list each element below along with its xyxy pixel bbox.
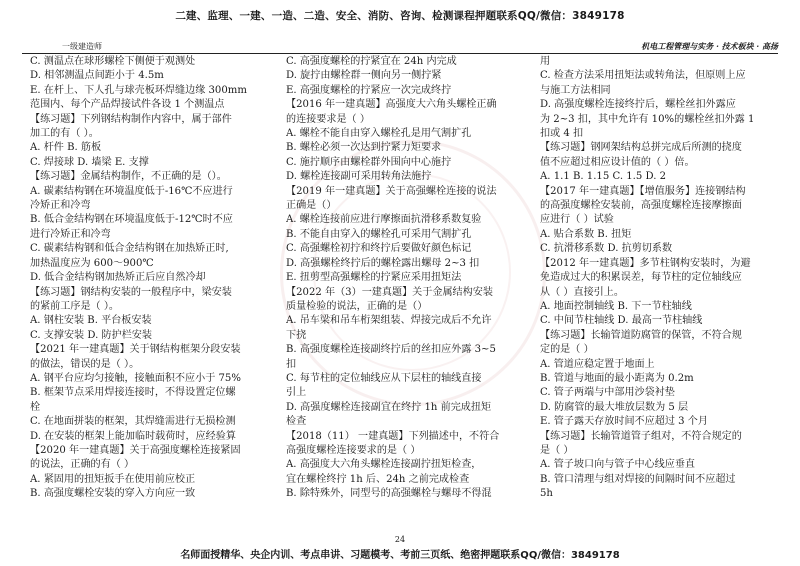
- text-line: B. 管道与地面的最小距离为 0.2m: [540, 372, 694, 384]
- text-line: A. 高强度大六角头螺栓连接副拧扭矩检查，: [286, 459, 482, 471]
- text-line: A. 贴合系数 B. 扭矩: [540, 228, 632, 240]
- running-header-right: 机电工程管理与实务 · 技术板块 · 高扬: [641, 41, 778, 51]
- text-line: 扣或 4 扣: [540, 128, 584, 140]
- text-line: 进行冷矫正和冷弯: [30, 228, 111, 240]
- text-line: 正确是（）: [286, 200, 337, 212]
- text-line: 的做法，错误的是（ ）。: [30, 358, 140, 370]
- text-line: A. 杆件 B. 筋板: [30, 142, 102, 154]
- page-number: 24: [394, 535, 406, 544]
- text-line: 【2018（11） 一建真题】下列描述中，不符合: [286, 430, 500, 442]
- text-line: 免造成过大的积累误差，每节柱的定位轴线应: [540, 272, 742, 284]
- text-line: 高强度螺栓连接要求的是（ ）: [286, 444, 421, 456]
- text-line: C. 焊接球 D. 墙梁 E. 支撑: [30, 156, 149, 168]
- text-line: 【2012 年一建真题】多节柱钢构安装时，为避: [540, 257, 751, 269]
- text-line: B. 不能自由穿入的螺栓孔可采用气割扩孔: [286, 228, 472, 240]
- text-line: 【2017 年一建真题】【增值服务】连接钢结构: [540, 185, 746, 197]
- text-column-left: [30, 55, 276, 502]
- text-line: 质量检验的说法，正确的是（）: [286, 300, 428, 312]
- text-line: A. 吊车梁和吊车桁架组装、焊接完成后不允许: [286, 315, 492, 327]
- text-line: C. 抗滑移系数 D. 抗剪切系数: [540, 243, 673, 255]
- text-line: 加工的有（ ）。: [30, 128, 99, 140]
- text-line: E. 高强度螺栓的拧紧应一次完成终拧: [286, 84, 452, 96]
- text-line: 【2016 年一建真题】高强度大六角头螺栓正确: [286, 99, 497, 111]
- text-line: 【练习题】钢网架结构总拼完成后所测的挠度: [540, 142, 742, 154]
- text-line: B. 管口清理与组对焊接的间隔时间不应超过: [540, 473, 736, 485]
- text-line: 【练习题】金属结构制作，不正确的是（）。: [30, 171, 227, 183]
- text-line: 的高强度螺栓安装前，高强度螺栓连接摩擦面: [540, 200, 742, 212]
- text-line: 加热温度应为 600～900℃: [30, 257, 154, 269]
- text-line: 的说法，正确的有（ ）: [30, 459, 135, 471]
- text-column-right: [540, 55, 780, 502]
- running-header: [22, 41, 778, 54]
- text-line: A. 碳素结构钢在环境温度低于-16℃不应进行: [30, 185, 233, 197]
- text-line: 下挠: [286, 329, 307, 341]
- text-line: D. 旋拧由螺栓群一侧向另一侧拧紧: [286, 70, 442, 82]
- text-line: E. 管子露天存放时间不应超过 3 个月: [540, 416, 708, 428]
- text-line: C. 施拧顺序由螺栓群外围向中心施拧: [286, 156, 452, 168]
- text-line: C. 在地面拼装的框架，其焊缝需进行无损检测: [30, 416, 236, 428]
- text-line: 引上: [286, 387, 307, 399]
- text-line: C. 管子两端与中部用沙袋衬垫: [540, 387, 675, 399]
- text-line: A. 地面控制轴线 B. 下一节柱轴线: [540, 300, 692, 312]
- text-line: 是（ ）: [540, 444, 574, 456]
- text-line: 【练习题】下列钢结构制作内容中，属于部件: [30, 113, 232, 125]
- text-line: 5h: [540, 488, 553, 500]
- text-line: 扣: [286, 358, 297, 370]
- text-line: C. 检查方法采用扭矩法或转角法，但原则上应: [540, 70, 746, 82]
- text-line: 冷矫正和冷弯: [30, 200, 91, 212]
- text-line: B. 高强度螺栓安装的穿入方向应一致: [30, 488, 196, 500]
- text-line: 值不应超过相应设计值的（ ）倍。: [540, 156, 695, 168]
- text-line: 宜在螺栓终拧 1h 后、24h 之前完成检查: [286, 473, 470, 485]
- text-line: D. 相邻测温点间距小于 4.5m: [30, 70, 164, 82]
- bottom-banner: 名师面授精华、央企内训、考点串讲、习题模考、考前三页纸、绝密押题联系QQ/微信：3849178: [180, 550, 620, 561]
- text-line: A. 紧固用的扭矩扳手在使用前应校正: [30, 473, 196, 485]
- text-line: 【练习题】长输管道防腐管的保管，不符合规: [540, 329, 742, 341]
- text-line: D. 高强度螺栓连接副宜在终拧 1h 前完成扭矩: [286, 401, 492, 413]
- text-line: B. 除特殊外，同型号的高强螺栓与螺母不得混: [286, 488, 492, 500]
- text-line: B. 框架节点采用焊接连接时，不得设置定位螺: [30, 387, 236, 399]
- text-line: 与施工方法相同: [540, 84, 611, 96]
- text-line: D. 高强螺栓终拧后的螺栓露出螺母 2~3 扣: [286, 257, 480, 269]
- text-line: A. 螺栓不能自由穿入螺栓孔是用气割扩孔: [286, 128, 472, 140]
- text-line: 检查: [286, 416, 307, 428]
- text-line: 【2020 年一建真题】关于高强度螺栓连接紧固: [30, 444, 241, 456]
- text-line: B. 高强度螺栓连接副终拧后的丝扣应外露 3~5: [286, 344, 496, 356]
- text-line: A. 钢平台应均匀接触，接触面积不应小于 75%: [30, 372, 241, 384]
- text-line: 为 2~3 扣，其中允许有 10%的螺栓丝扣外露 1: [540, 113, 755, 125]
- text-line: C. 每节柱的定位轴线应从下层柱的轴线直接: [286, 372, 482, 384]
- text-line: 定的是（ ）: [540, 344, 594, 356]
- text-line: 用: [540, 56, 551, 67]
- text-line: C. 中间节柱轴线 D. 最高一节柱轴线: [540, 315, 703, 327]
- text-line: B. 螺栓必须一次达到拧紧力矩要求: [286, 142, 442, 154]
- text-line: A. 钢柱安装 B. 平台板安装: [30, 315, 152, 327]
- text-line: 应进行（ ）试验: [540, 214, 614, 226]
- text-line: C. 高强螺栓初拧和终拧后要做好颜色标记: [286, 243, 472, 255]
- text-line: E. 扭剪型高强螺栓的拧紧应采用扭矩法: [286, 272, 462, 284]
- text-column-middle: [286, 55, 532, 502]
- text-line: D. 在安装的框架上能加临时载荷时，应经验算: [30, 430, 236, 442]
- text-line: A. 管道应稳定置于地面上: [540, 358, 655, 370]
- text-line: D. 防腐管的最大堆放层数为 5 层: [540, 401, 689, 413]
- text-line: A. 螺栓连接前应进行摩擦面抗滑移系数复验: [286, 214, 482, 226]
- text-line: 的紧前工序是（ ）。: [30, 300, 120, 312]
- text-line: C. 高强度螺栓的拧紧宜在 24h 内完成: [286, 56, 457, 67]
- text-line: 【练习题】长输管道管子组对，不符合规定的: [540, 430, 742, 442]
- text-line: C. 碳素结构钢和低合金结构钢在加热矫正时,: [30, 243, 229, 255]
- text-line: D. 螺栓连接副可采用转角法施拧: [286, 171, 432, 183]
- text-line: B. 低合金结构钢在环境温度低于-12℃时不应: [30, 214, 233, 226]
- text-line: 从（ ）直接引上。: [540, 286, 624, 298]
- text-line: 【2021 年一建真题】关于钢结构框架分段安装: [30, 344, 241, 356]
- top-banner: 二建、监理、一建、一造、二造、安全、消防、咨询、检测课程押题联系QQ/微信：3849178: [175, 10, 625, 22]
- text-line: 【练习题】钢结构安装的一般程序中，梁安装: [30, 286, 232, 298]
- text-line: D. 低合金结构钢加热矫正后应自然冷却: [30, 272, 206, 284]
- text-line: D. 高强度螺栓连接终拧后，螺栓丝扣外露应: [540, 99, 736, 111]
- text-line: A. 1.1 B. 1.15 C. 1.5 D. 2: [540, 171, 667, 183]
- text-line: 【2019 年一建真题】关于高强螺栓连接的说法: [286, 185, 497, 197]
- text-line: 范围内、每个产品焊接试件各设 1 个测温点: [30, 99, 225, 111]
- text-line: 【2022 年（3）一建真题】关于金属结构安装: [286, 286, 493, 298]
- text-line: E. 在杆上、下人孔与球壳板环焊缝边缘 300mm: [30, 84, 247, 96]
- text-line: 的连接要求是（ ）: [286, 113, 370, 125]
- text-line: C. 支撑安装 D. 防护栏安装: [30, 329, 152, 341]
- text-line: 栓: [30, 401, 41, 413]
- text-line: C. 测温点在球形螺栓下侧便于观测处: [30, 56, 196, 67]
- text-line: A. 管子坡口向与管子中心线应垂直: [540, 459, 696, 471]
- running-header-left: 一级建造师: [62, 42, 102, 51]
